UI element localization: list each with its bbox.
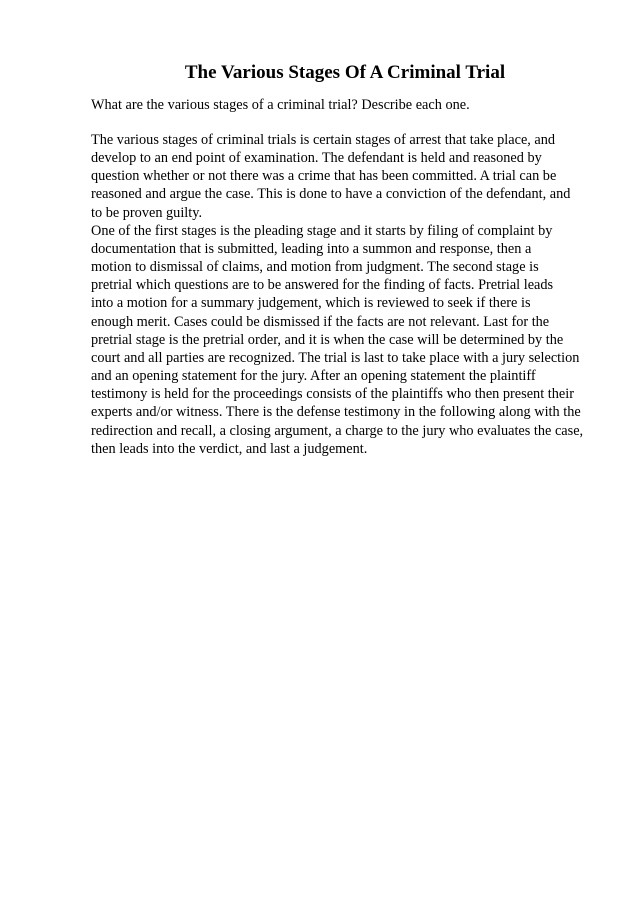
body-line: pretrial which questions are to be answered for the finding of facts. Pretrial leads bbox=[91, 277, 554, 294]
document-title: The Various Stages Of A Criminal Trial bbox=[184, 62, 506, 83]
body-line: experts and/or witness. There is the defense testimony in the following along with the bbox=[91, 404, 581, 421]
body-line: and an opening statement for the jury. After an opening statement the plaintiff bbox=[91, 368, 536, 385]
essay-question: What are the various stages of a criminal trial? Describe each one. bbox=[91, 97, 470, 113]
body-line: to be proven guilty. bbox=[91, 204, 203, 221]
body-line: pretrial stage is the pretrial order, and it is when the case will be determined by the bbox=[91, 331, 564, 348]
body-line: motion to dismissal of claims, and motion from judgment. The second stage is bbox=[91, 259, 539, 276]
body-line: redirection and recall, a closing argument, a charge to the jury who evaluates the case, bbox=[91, 422, 584, 439]
body-line: develop to an end point of examination. The defendant is held and reasoned by bbox=[91, 150, 542, 167]
body-line: documentation that is submitted, leading into a summon and response, then a bbox=[91, 240, 532, 257]
body-line: question whether or not there was a crime that has been committed. A trial can be bbox=[91, 168, 557, 185]
body-line: then leads into the verdict, and last a judgement. bbox=[91, 440, 368, 457]
body-line: One of the first stages is the pleading stage and it starts by filing of complaint by bbox=[91, 222, 553, 239]
body-line: testimony is held for the proceedings consists of the plaintiffs who then present their bbox=[91, 386, 574, 403]
body-line: into a motion for a summary judgement, which is reviewed to seek if there is bbox=[91, 295, 531, 312]
body-line: court and all parties are recognized. The trial is last to take place with a jury selection bbox=[91, 349, 580, 366]
body-line: reasoned and argue the case. This is done to have a conviction of the defendant, and bbox=[91, 186, 571, 203]
body-line: enough merit. Cases could be dismissed if the facts are not relevant. Last for the bbox=[91, 313, 550, 330]
body-line: The various stages of criminal trials is certain stages of arrest that take place, and bbox=[91, 132, 556, 148]
essay-body bbox=[91, 131, 611, 458]
